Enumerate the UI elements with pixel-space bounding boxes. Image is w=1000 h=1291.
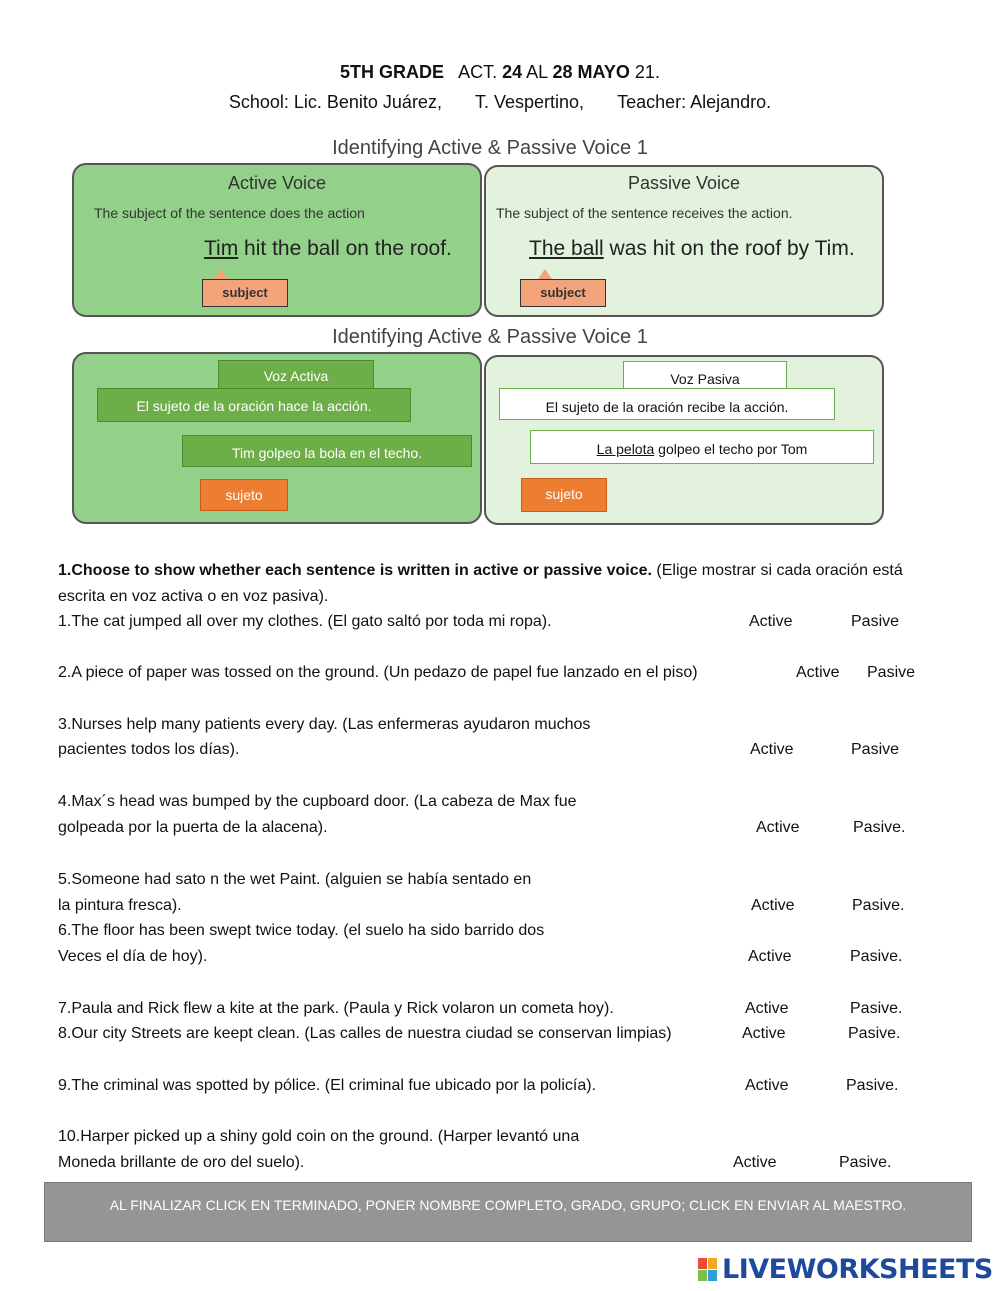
question-text-line2: golpeada por la puerta de la alacena).	[58, 819, 328, 836]
q3-active-option[interactable]: Active	[750, 741, 794, 758]
question-text: 4.Max´s head was bumped by the cupboard door. (La cabeza de Max fue	[58, 793, 577, 810]
q1-active-option[interactable]: Active	[749, 613, 793, 630]
instructions	[58, 558, 938, 610]
shift-name: T. Vespertino,	[474, 92, 585, 112]
question-text-line2: Moneda brillante de oro del suelo).	[58, 1154, 305, 1171]
q6-passive-option[interactable]: Pasive.	[850, 948, 903, 965]
q6-active-option[interactable]: Active	[748, 948, 792, 965]
active-voice-heading: Active Voice	[227, 173, 327, 193]
liveworksheets-logo[interactable]: LIVEWORKSHEETS	[722, 1254, 993, 1285]
act-from: 24	[502, 62, 523, 82]
q5-passive-option[interactable]: Pasive.	[852, 897, 905, 914]
school-name: School: Lic. Benito Juárez,	[228, 92, 442, 112]
act-year: 21.	[634, 62, 660, 82]
voz-pasiva-example-subject: La pelota	[596, 441, 655, 457]
passive-voice-heading: Passive Voice	[627, 173, 741, 193]
q5-active-option[interactable]: Active	[751, 897, 795, 914]
q7-passive-option[interactable]: Pasive.	[850, 1000, 903, 1017]
passive-voice-example	[529, 237, 855, 261]
q4-passive-option[interactable]: Pasive.	[853, 819, 906, 836]
q7-active-option[interactable]: Active	[745, 1000, 789, 1017]
voz-pasiva-example	[530, 430, 874, 464]
q2-passive-option[interactable]: Pasive	[867, 664, 916, 681]
active-voice-description: The subject of the sentence does the action	[94, 205, 365, 221]
passive-voice-panel	[484, 165, 884, 317]
voz-activa-subject-tag: sujeto	[200, 479, 288, 511]
q8-active-option[interactable]: Active	[742, 1025, 786, 1042]
passive-subject-tag: subject	[520, 279, 606, 307]
q10-active-option[interactable]: Active	[733, 1154, 777, 1171]
liveworksheets-logo-icon	[698, 1258, 718, 1282]
instructions-normal: (Elige mostrar si cada oración está escrita en voz activa o en voz pasiva).	[58, 562, 903, 605]
active-voice-panel	[72, 163, 482, 317]
passive-tag-arrow	[538, 269, 552, 279]
voz-activa-example: Tim golpeo la bola en el techo.	[182, 435, 472, 467]
question-text: 2.A piece of paper was tossed on the ground. (Un pedazo de papel fue lanzado en el piso)	[58, 664, 698, 681]
question-text: 7.Paula and Rick flew a kite at the park. (Paula y Rick volaron un cometa hoy).	[58, 1000, 614, 1017]
question-text: 8.Our city Streets are keept clean. (Las calles de nuestra ciudad se conservan limpias)	[58, 1025, 672, 1042]
voz-activa-heading: Voz Activa	[218, 360, 374, 392]
act-to: 28 MAYO	[552, 62, 630, 82]
q2-active-option[interactable]: Active	[796, 664, 840, 681]
active-voice-example	[204, 237, 452, 261]
teacher-name: Teacher: Alejandro.	[617, 92, 772, 112]
passive-example-subject: The ball	[529, 237, 604, 260]
question-text: 1.The cat jumped all over my clothes. (El gato saltó por toda mi ropa).	[58, 613, 552, 630]
act-al: AL	[526, 62, 548, 82]
figure-top-title: Identifying Active & Passive Voice 1	[332, 137, 648, 159]
worksheet-header-line2	[0, 92, 1000, 113]
figure-bottom-title: Identifying Active & Passive Voice 1	[332, 326, 648, 348]
worksheet-header-line1	[0, 62, 1000, 83]
voz-pasiva-subject-tag: sujeto	[521, 478, 607, 512]
question-text: 9.The criminal was spotted by pólice. (El criminal fue ubicado por la policía).	[58, 1077, 597, 1094]
question-text: 3.Nurses help many patients every day. (Las enfermeras ayudaron muchos	[58, 716, 591, 733]
instructions-bold: 1.Choose to show whether each sentence is written in active or passive voice.	[58, 562, 652, 579]
voz-pasiva-heading: Voz Pasiva	[623, 361, 787, 391]
question-text-line2: Veces el día de hoy).	[58, 948, 208, 965]
question-text: 5.Someone had sato n the wet Paint. (alguien se había sentado en	[58, 871, 532, 888]
act-label: ACT.	[458, 62, 498, 82]
question-text: 10.Harper picked up a shiny gold coin on the ground. (Harper levantó una	[58, 1128, 580, 1145]
active-subject-tag: subject	[202, 279, 288, 307]
q8-passive-option[interactable]: Pasive.	[848, 1025, 901, 1042]
finish-instructions-banner: AL FINALIZAR CLICK EN TERMINADO, PONER NOMBRE COMPLETO, GRADO, GRUPO; CLICK EN ENVIAR AL MAESTRO.	[44, 1182, 972, 1242]
q1-passive-option[interactable]: Pasive	[851, 613, 900, 630]
q3-passive-option[interactable]: Pasive	[851, 741, 900, 758]
active-example-rest: hit the ball on the roof.	[238, 237, 452, 260]
q4-active-option[interactable]: Active	[756, 819, 800, 836]
passive-example-rest: was hit on the roof by Tim.	[603, 237, 855, 260]
question-text: 6.The floor has been swept twice today. (el suelo ha sido barrido dos	[58, 922, 545, 939]
passive-voice-description: The subject of the sentence receives the action.	[496, 205, 793, 221]
voz-pasiva-example-rest: golpeo el techo por Tom	[654, 441, 808, 457]
grade-label: 5TH GRADE	[340, 62, 445, 82]
voz-pasiva-description: El sujeto de la oración recibe la acción.	[499, 388, 835, 420]
q10-passive-option[interactable]: Pasive.	[839, 1154, 892, 1171]
q9-active-option[interactable]: Active	[745, 1077, 789, 1094]
active-example-subject: Tim	[204, 237, 239, 260]
question-text-line2: la pintura fresca).	[58, 897, 182, 914]
question-text-line2: pacientes todos los días).	[58, 741, 240, 758]
q9-passive-option[interactable]: Pasive.	[846, 1077, 899, 1094]
voz-activa-description: El sujeto de la oración hace la acción.	[97, 388, 411, 422]
active-tag-arrow	[214, 269, 228, 279]
